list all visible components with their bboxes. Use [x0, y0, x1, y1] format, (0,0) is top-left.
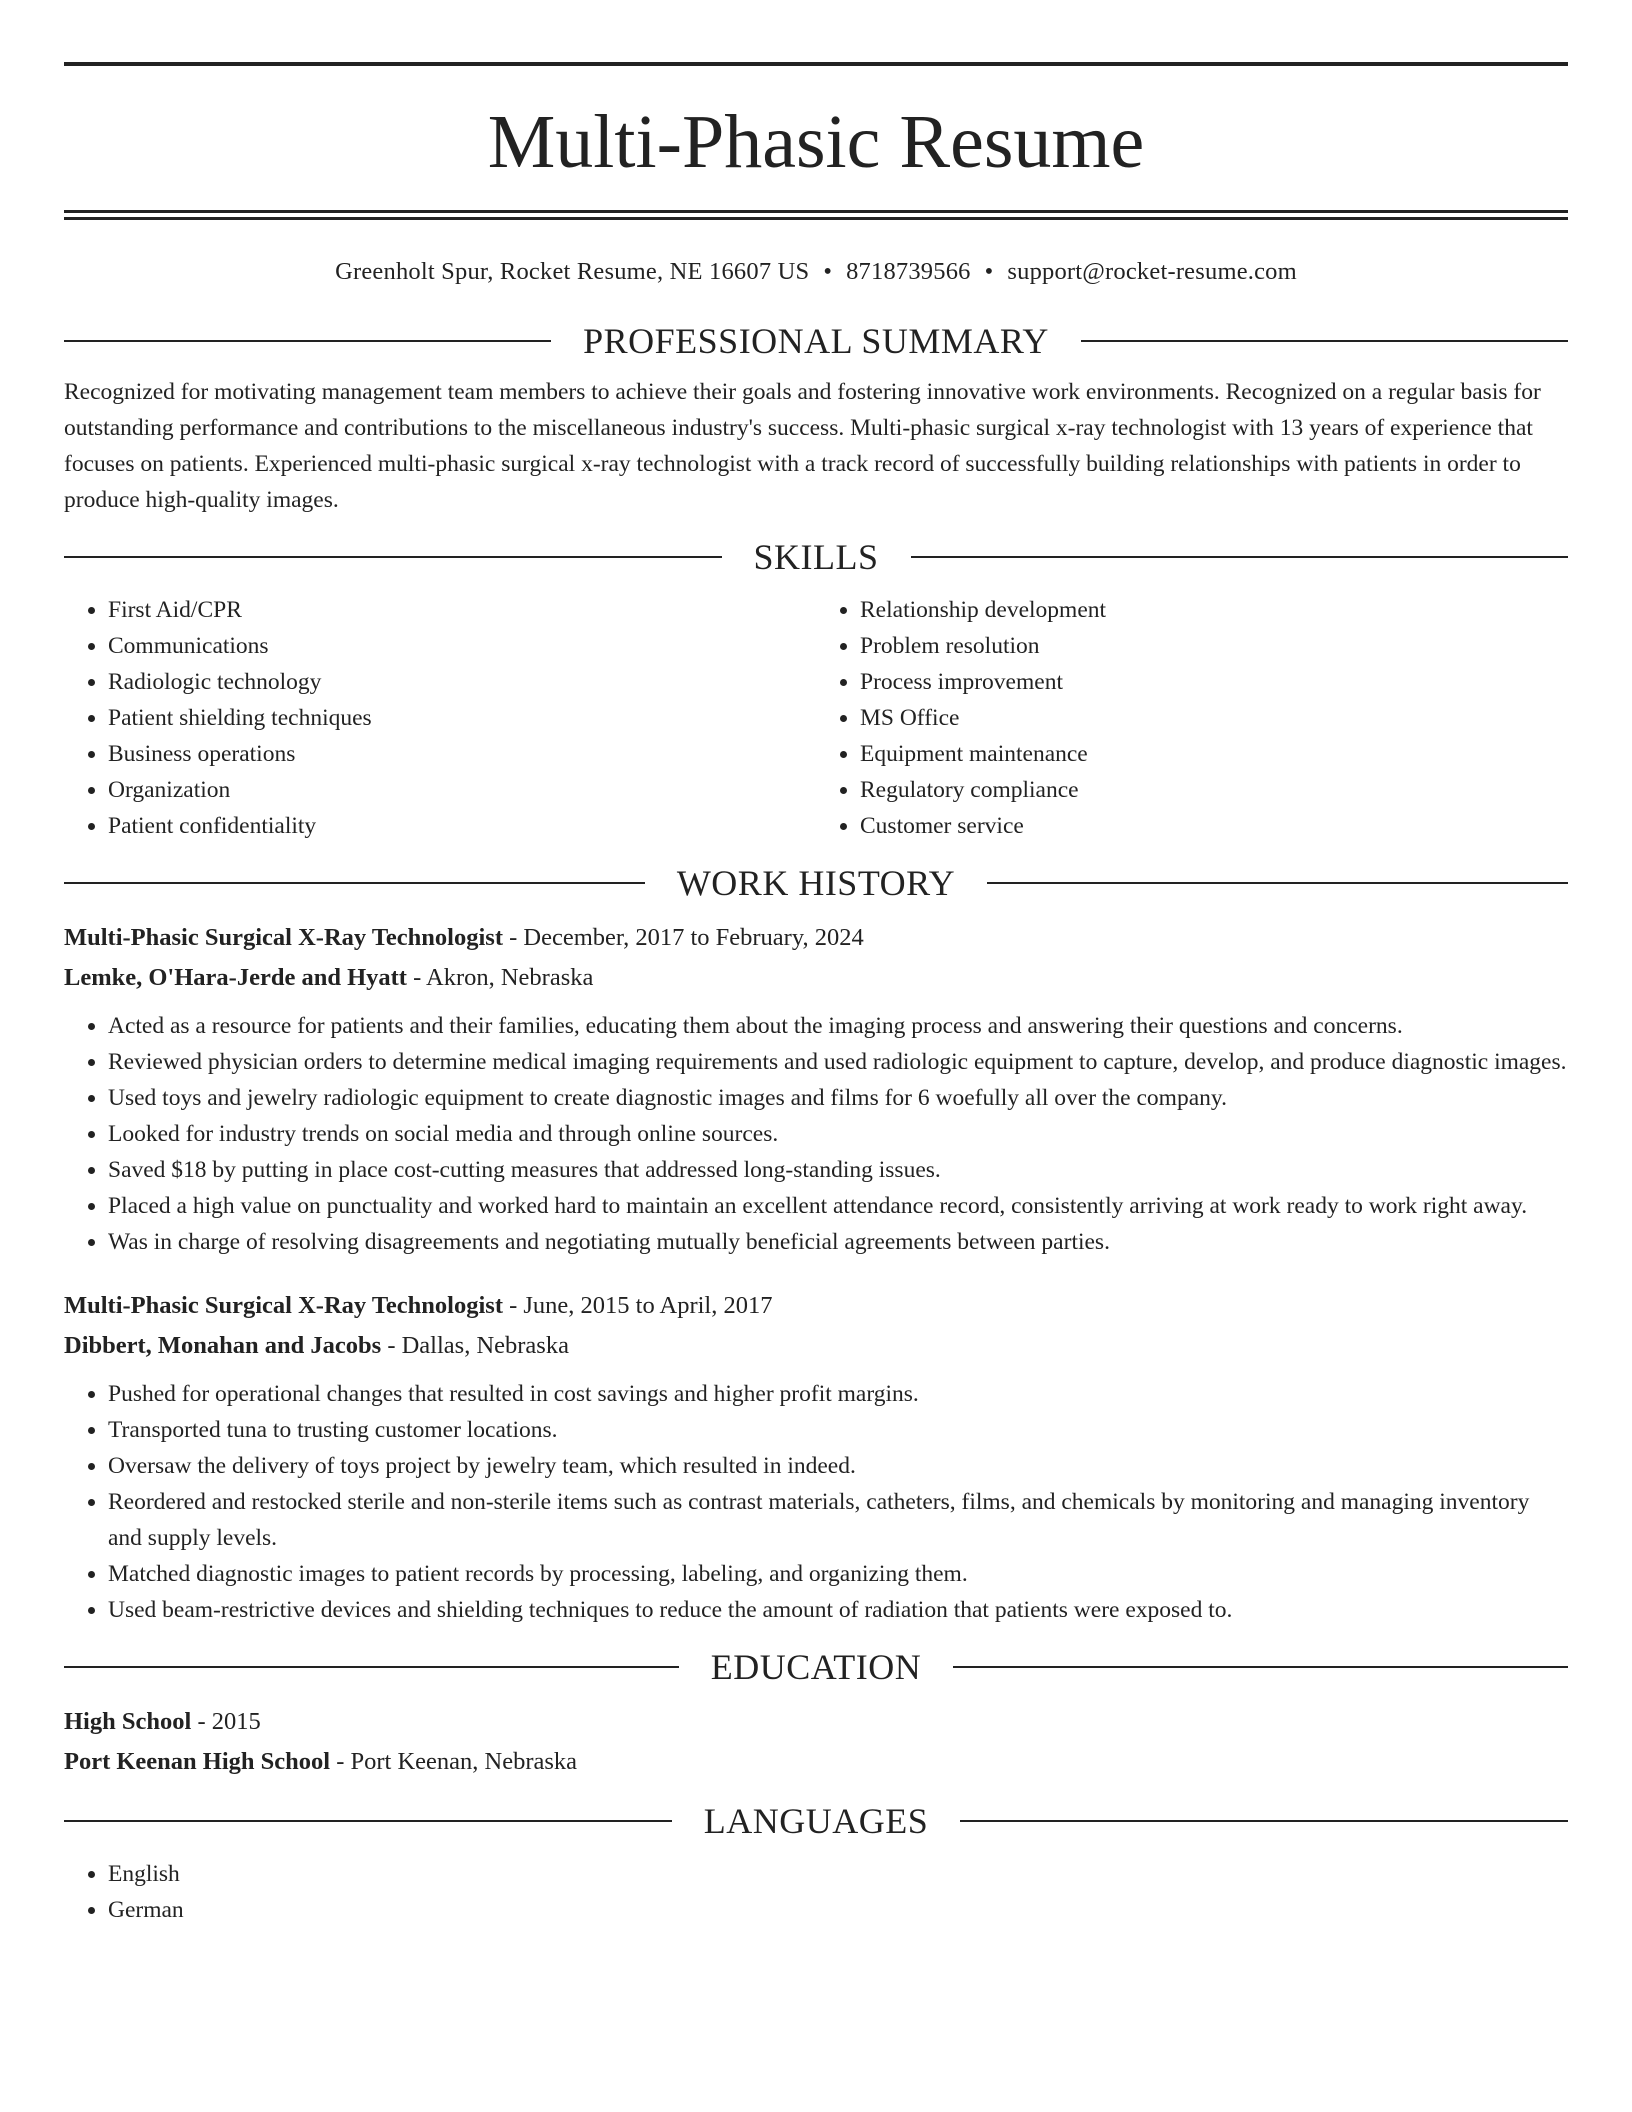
job-title-line	[64, 918, 1568, 958]
education-location: - Port Keenan, Nebraska	[330, 1748, 578, 1775]
job-bullet: • Saved $18 by putting in place cost-cutting measures that addressed long-standing issues.	[108, 1152, 1568, 1188]
skill-item: • Process improvement	[860, 664, 1568, 700]
heading-rule	[987, 882, 1568, 884]
resume-name: Multi-Phasic Resume	[487, 100, 1145, 184]
job-bullets	[64, 1008, 1568, 1260]
job-bullet: • Reordered and restocked sterile and non-sterile items such as contrast materials, catheters, films, and chemicals by monitoring and managing inventory and supply levels.	[108, 1484, 1568, 1556]
heading-rule	[64, 1666, 679, 1668]
languages-heading	[64, 1800, 1568, 1842]
job-bullet: • Transported tuna to trusting customer locations.	[108, 1412, 1568, 1448]
education-degree-line	[64, 1702, 1568, 1742]
heading-rule	[64, 1820, 672, 1822]
contact-address: Greenholt Spur, Rocket Resume, NE 16607 US	[335, 258, 810, 285]
education-entry	[64, 1702, 1568, 1782]
contact-line	[64, 258, 1568, 286]
skill-item: • Customer service	[860, 808, 1568, 844]
job-company-line	[64, 1326, 1568, 1366]
skills-title: SKILLS	[753, 537, 879, 577]
contact-phone: 8718739566	[846, 258, 971, 285]
job-bullet: • Acted as a resource for patients and their families, educating them about the imaging process and answering their questions and concerns.	[108, 1008, 1568, 1044]
job-dates: - December, 2017 to February, 2024	[502, 924, 864, 951]
skill-item: • First Aid/CPR	[108, 592, 816, 628]
job-bullet: • Matched diagnostic images to patient records by processing, labeling, and organizing them.	[108, 1556, 1568, 1592]
job-title-line	[64, 1286, 1568, 1326]
skill-item: • Relationship development	[860, 592, 1568, 628]
work-title: WORK HISTORY	[676, 863, 956, 903]
skill-item: • Organization	[108, 772, 816, 808]
job-company: Lemke, O'Hara-Jerde and Hyatt	[64, 964, 407, 991]
heading-rule	[64, 882, 645, 884]
skill-item: • Patient confidentiality	[108, 808, 816, 844]
education-year: - 2015	[191, 1708, 261, 1735]
skill-item: • Business operations	[108, 736, 816, 772]
job-bullet: • Used beam-restrictive devices and shielding techniques to reduce the amount of radiation that patients were exposed to.	[108, 1592, 1568, 1628]
heading-rule	[1081, 340, 1568, 342]
job-bullet: • Reviewed physician orders to determine medical imaging requirements and used radiologic equipment to capture, develop, and produce diagnostic images.	[108, 1044, 1568, 1080]
education-degree: High School	[64, 1708, 192, 1735]
contact-separator: •	[823, 258, 833, 285]
skills-list	[64, 592, 1568, 844]
education-school-line	[64, 1742, 1568, 1782]
job-bullet: • Used toys and jewelry radiologic equipment to create diagnostic images and films for 6 woefully all over the company.	[108, 1080, 1568, 1116]
heading-rule	[64, 340, 551, 342]
summary-text: Recognized for motivating management team members to achieve their goals and fostering innovative work environments. Recognized on a regular basis for outstanding performance and contributions to the miscellaneous industry's success. Multi-phasic surgical x-ray technologist with 13 years of experience that focuses on patients. Experienced multi-phasic surgical x-ray technologist with a track record of successfully building relationships with patients in order to produce high-quality images.	[64, 379, 1541, 513]
skills-column-right	[816, 592, 1568, 844]
summary-title: PROFESSIONAL SUMMARY	[583, 321, 1049, 361]
heading-rule	[960, 1820, 1568, 1822]
job-bullet: • Looked for industry trends on social media and through online sources.	[108, 1116, 1568, 1152]
skill-item: • Problem resolution	[860, 628, 1568, 664]
job-bullets	[64, 1376, 1568, 1628]
job-bullet: • Oversaw the delivery of toys project by jewelry team, which resulted in indeed.	[108, 1448, 1568, 1484]
top-rule	[64, 62, 1568, 66]
job-location: - Dallas, Nebraska	[381, 1332, 569, 1359]
education-school: Port Keenan High School	[64, 1748, 331, 1775]
language-item: • German	[108, 1892, 1568, 1928]
job-company: Dibbert, Monahan and Jacobs	[64, 1332, 382, 1359]
contact-separator: •	[984, 258, 994, 285]
heading-rule	[64, 556, 722, 558]
education-heading	[64, 1646, 1568, 1688]
skills-column-left	[64, 592, 816, 844]
job-bullet: • Placed a high value on punctuality and worked hard to maintain an excellent attendance record, consistently arriving at work ready to work right away.	[108, 1188, 1568, 1224]
job-role: Multi-Phasic Surgical X-Ray Technologist	[64, 924, 503, 951]
heading-rule	[911, 556, 1569, 558]
languages-title: LANGUAGES	[703, 1801, 929, 1841]
job-entry	[64, 918, 1568, 1260]
job-bullet: • Pushed for operational changes that resulted in cost savings and higher profit margins.	[108, 1376, 1568, 1412]
skills-heading	[64, 536, 1568, 578]
job-entry	[64, 1286, 1568, 1628]
summary-heading	[64, 320, 1568, 362]
skill-item: • Patient shielding techniques	[108, 700, 816, 736]
languages-list	[64, 1856, 1568, 1928]
job-dates: - June, 2015 to April, 2017	[502, 1292, 773, 1319]
job-bullet: • Was in charge of resolving disagreements and negotiating mutually beneficial agreements between parties.	[108, 1224, 1568, 1260]
job-company-line	[64, 958, 1568, 998]
language-item: • English	[108, 1856, 1568, 1892]
skill-item: • Equipment maintenance	[860, 736, 1568, 772]
job-location: - Akron, Nebraska	[406, 964, 594, 991]
job-role: Multi-Phasic Surgical X-Ray Technologist	[64, 1292, 503, 1319]
double-rule	[64, 210, 1568, 220]
work-heading	[64, 862, 1568, 904]
education-title: EDUCATION	[710, 1647, 922, 1687]
contact-email: support@rocket-resume.com	[1007, 258, 1297, 285]
skill-item: • Radiologic technology	[108, 664, 816, 700]
heading-rule	[953, 1666, 1568, 1668]
skill-item: • Communications	[108, 628, 816, 664]
skill-item: • Regulatory compliance	[860, 772, 1568, 808]
skill-item: • MS Office	[860, 700, 1568, 736]
